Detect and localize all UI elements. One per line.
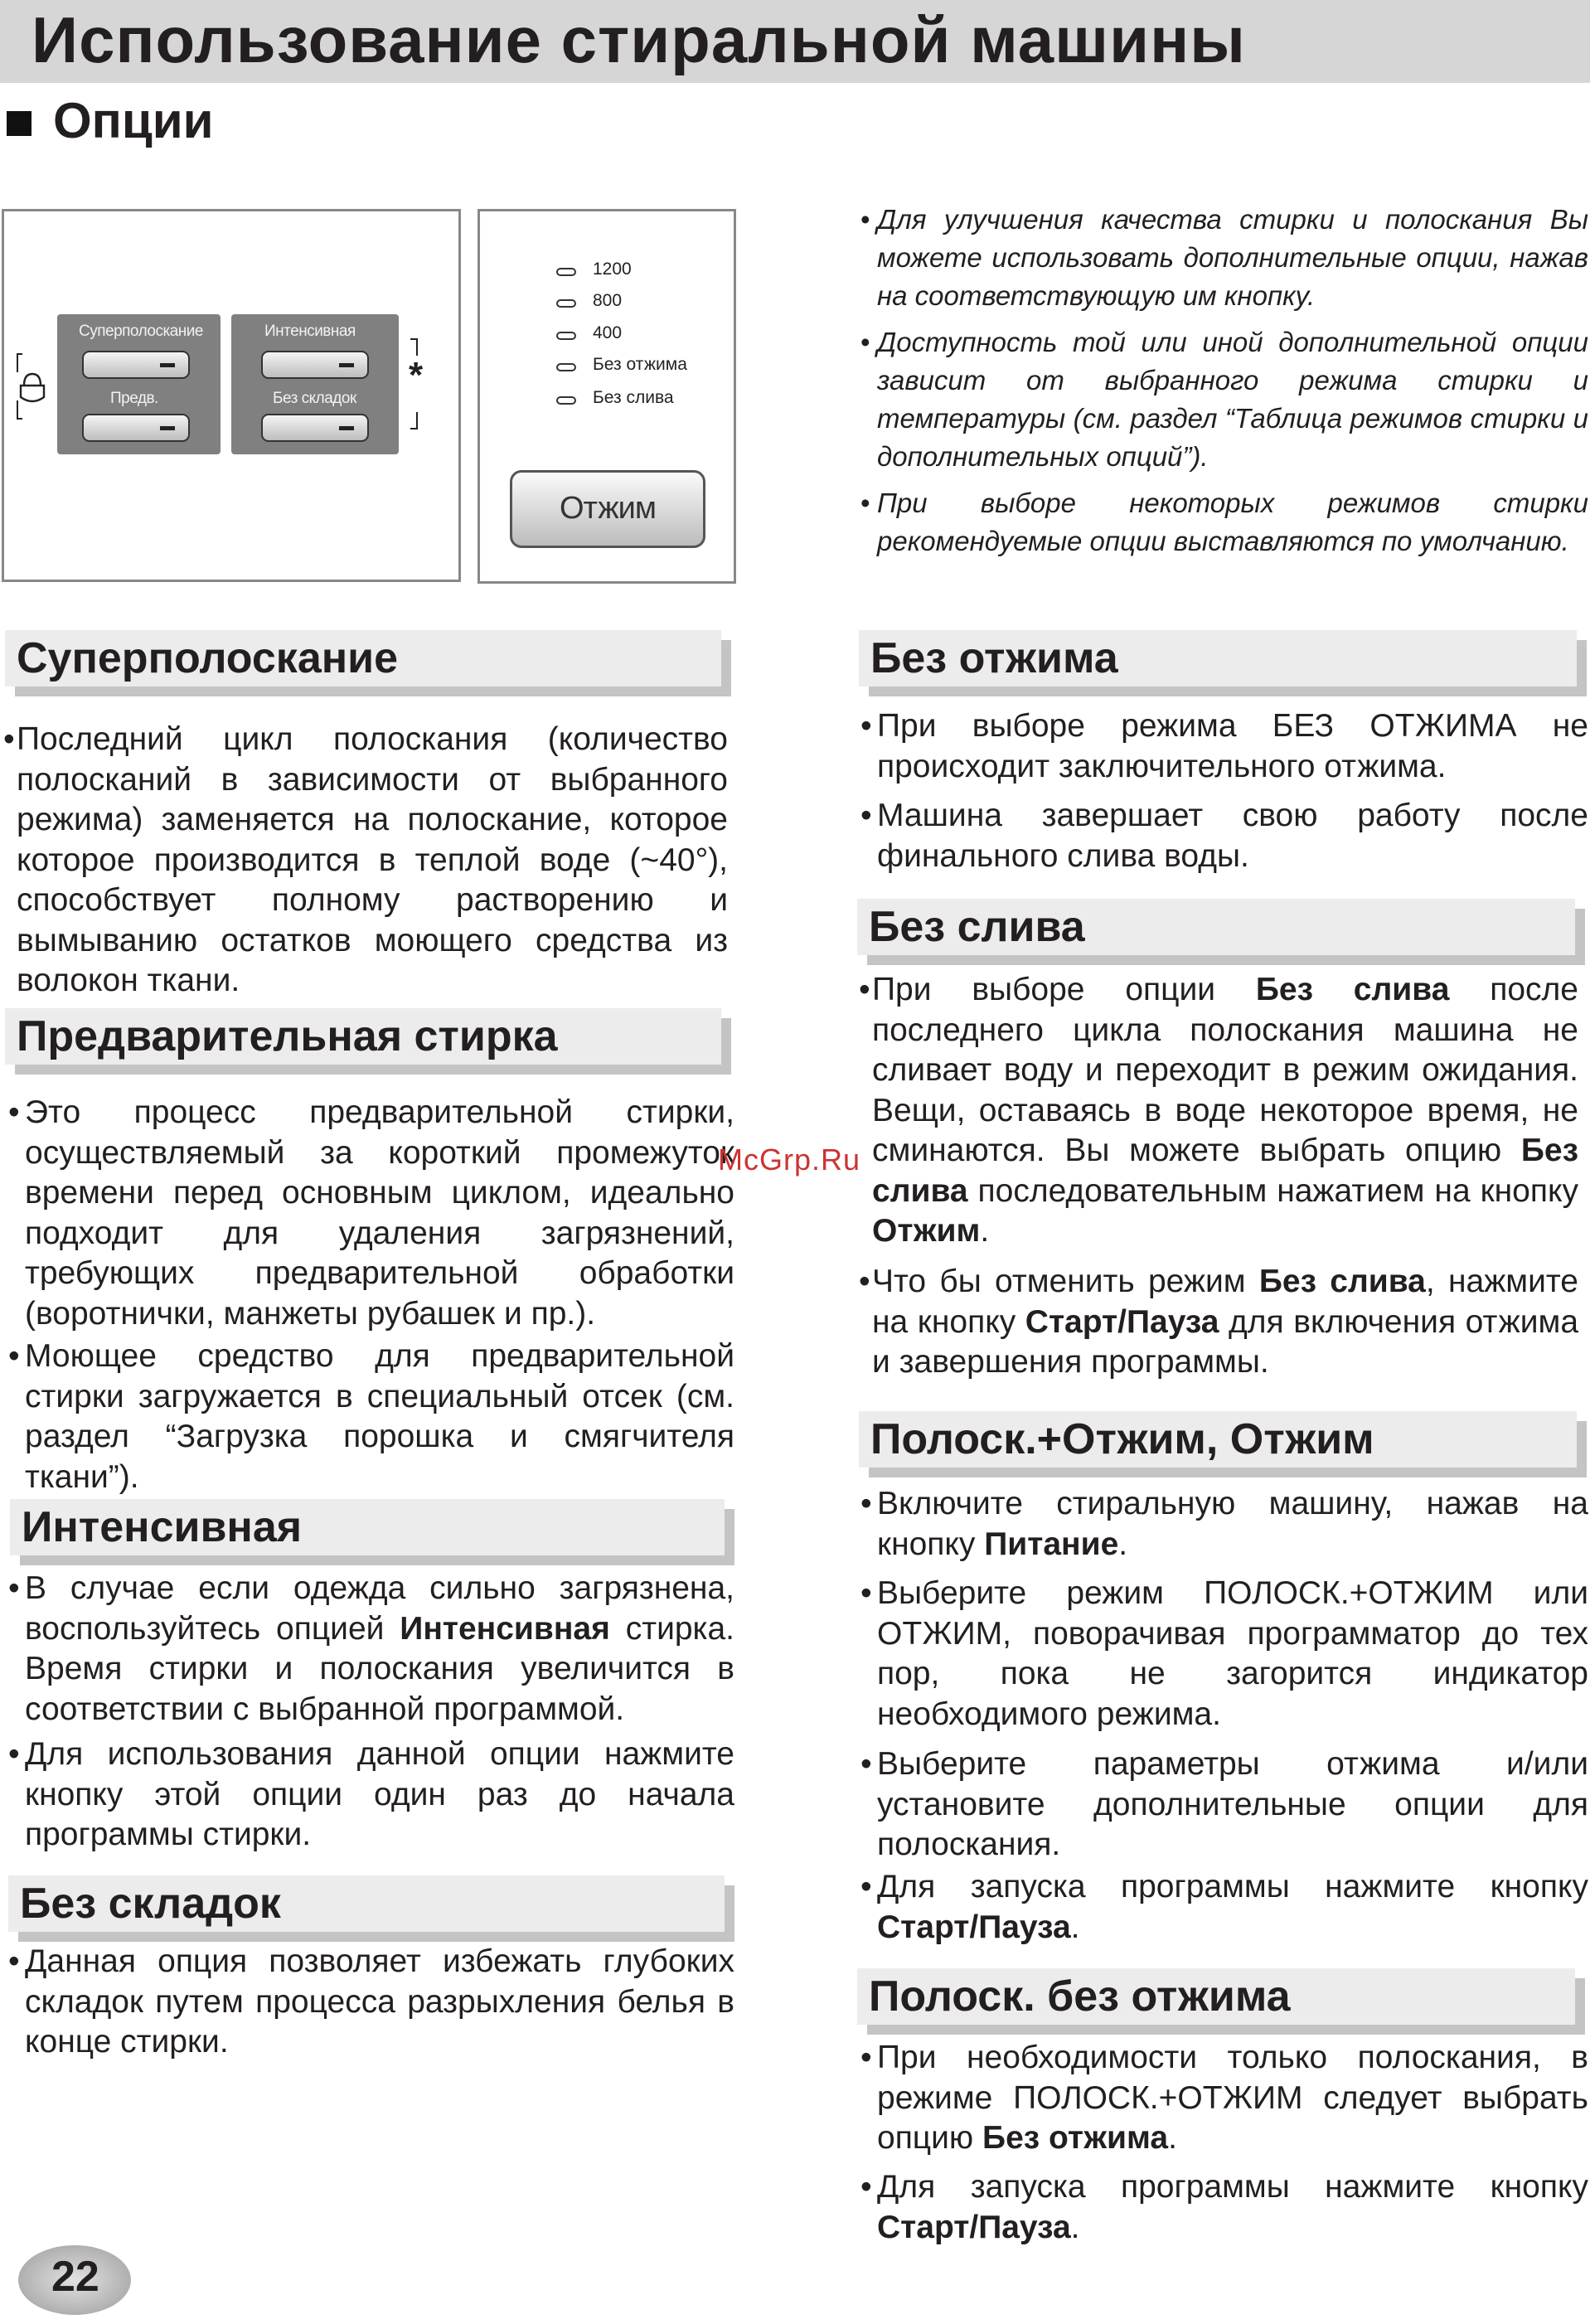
prewash-button[interactable]: [82, 414, 190, 442]
led-label-no-drain: Без слива: [593, 388, 674, 407]
heading-intensive: Интенсивная: [10, 1499, 725, 1555]
paragraph-no-spin-1: • При выборе режима БЕЗ ОТЖИМА не происходит заключительного отжима.: [860, 708, 1588, 784]
intro-item-2: • Доступность той или иной дополнительной опции зависит от выбранного режима стирки и температуры (см. раздел “Таблица режимов стирки и дополнительных опций”).: [860, 327, 1588, 472]
led-label-no-spin: Без отжима: [593, 355, 687, 374]
child-lock-icon: [16, 349, 49, 424]
nocrease-label: Без складок: [273, 390, 356, 407]
heading-no-spin: Без отжима: [859, 630, 1577, 687]
watermark: McGrp.Ru: [718, 1143, 861, 1177]
paragraph-rinse-spin-2: • Выберите режим ПОЛОСК.+ОТЖИМ или ОТЖИМ, поворачивая программатор до тех пор, пока не загорится индикатор необходимого режима.: [860, 1575, 1588, 1732]
superrinse-button[interactable]: [82, 351, 190, 379]
heading-superrinse: Суперполоскание: [5, 630, 721, 687]
led-1200: [556, 268, 576, 276]
section-marker-square: [7, 111, 32, 136]
paragraph-prewash-1: • Это процесс предварительной стирки, осуществляемый за короткий промежуток времени перед основным циклом, идеально подходит для удаления загрязнений, требующих предварительной обработки (воротнички, манжеты рубашек и пр.).: [8, 1094, 734, 1332]
spin-button[interactable]: Отжим: [510, 470, 705, 548]
led-label-1200: 1200: [593, 260, 632, 279]
paragraph-superrinse: • Последний цикл полоскания (количество полосканий в зависимости от выбранного режима) заменяется на полоскание, которое которое производится в теплой воде (~40°), способствует полному растворению и вымыванию остатков моющего средства из волокон ткани.: [3, 721, 728, 998]
heading-rinse-spin: Полоск.+Отжим, Отжим: [859, 1411, 1577, 1468]
paragraph-rinse-no-spin-1: • При необходимости только полоскания, в режиме ПОЛОСК.+ОТЖИМ следует выбрать опцию Без отжима.: [860, 2040, 1588, 2156]
paragraph-intensive-2: • Для использования данной опции нажмите кнопку этой опции один раз до начала программы стирки.: [8, 1736, 734, 1852]
paragraph-rinse-spin-3: • Выберите параметры отжима и/или установите дополнительные опции для полоскания.: [860, 1746, 1588, 1862]
led-label-800: 800: [593, 291, 623, 310]
paragraph-no-drain-2: • Что бы отменить режим Без слива, нажмите на кнопку Старт/Пауза для включения отжима и завершения программы.: [859, 1264, 1579, 1380]
paragraph-rinse-spin-4: • Для запуска программы нажмите кнопку Старт/Пауза.: [860, 1869, 1588, 1945]
nocrease-button[interactable]: [261, 414, 369, 442]
spin-selector-panel: [477, 209, 736, 584]
led-no-spin: [556, 363, 576, 371]
page-header: [0, 0, 1590, 83]
led-800: [556, 299, 576, 308]
led-no-drain: [556, 396, 576, 405]
heading-prewash: Предварительная стирка: [5, 1008, 721, 1065]
superrinse-label: Суперполоскание: [79, 323, 203, 340]
paragraph-no-spin-2: • Машина завершает свою работу после финального слива воды.: [860, 798, 1588, 874]
button-group-intensive-nocrease: [231, 314, 399, 454]
intensive-button[interactable]: [261, 351, 369, 379]
heading-no-drain: Без слива: [857, 899, 1575, 955]
prewash-label: Предв.: [110, 390, 158, 407]
heading-no-crease: Без складок: [8, 1875, 725, 1932]
page-title: Использование стиральной машины: [32, 3, 1246, 76]
paragraph-intensive-1: • В случае если одежда сильно загрязнена, воспользуйтесь опцией Интенсивная стирка. Время стирки и полоскания увеличится в соответствии с выбранной программой.: [8, 1570, 734, 1727]
paragraph-no-drain-1: • При выборе опции Без слива после последнего цикла полоскания машина не сливает воду и переходит в режим ожидания. Вещи, оставаясь в воде некоторое время, не сминаются. Вы можете выбрать опцию Без слива последовательным нажатием на кнопку Отжим.: [859, 972, 1578, 1249]
paragraph-no-crease: • Данная опция позволяет избежать глубоких складок путем процесса разрыхления белья в конце стирки.: [8, 1943, 734, 2060]
paragraph-rinse-spin-1: • Включите стиральную машину, нажав на кнопку Питание.: [860, 1486, 1588, 1562]
paragraph-prewash-2: • Моющее средство для предварительной стирки загружается в специальный отсек (см. раздел “Загрузка порошка и смягчителя ткани”).: [8, 1338, 734, 1495]
intro-item-3: • При выборе некоторых режимов стирки рекомендуемые опции выставляются по умолчанию.: [860, 488, 1588, 556]
led-label-400: 400: [593, 323, 623, 342]
section-title: Опции: [53, 93, 214, 148]
asterisk-mark: *: [409, 355, 424, 395]
heading-rinse-no-spin: Полоск. без отжима: [857, 1968, 1575, 2025]
led-400: [556, 332, 576, 340]
intensive-label: Интенсивная: [264, 323, 356, 340]
intro-item-1: • Для улучшения качества стирки и полоскания Вы можете использовать дополнительные опции, нажав на соответствующую им кнопку.: [860, 204, 1588, 311]
button-group-superrinse-prewash: [57, 314, 221, 454]
option-buttons-panel: [2, 209, 461, 582]
paragraph-rinse-no-spin-2: • Для запуска программы нажмите кнопку Старт/Пауза.: [860, 2169, 1588, 2245]
page-number: 22: [51, 2253, 99, 2301]
